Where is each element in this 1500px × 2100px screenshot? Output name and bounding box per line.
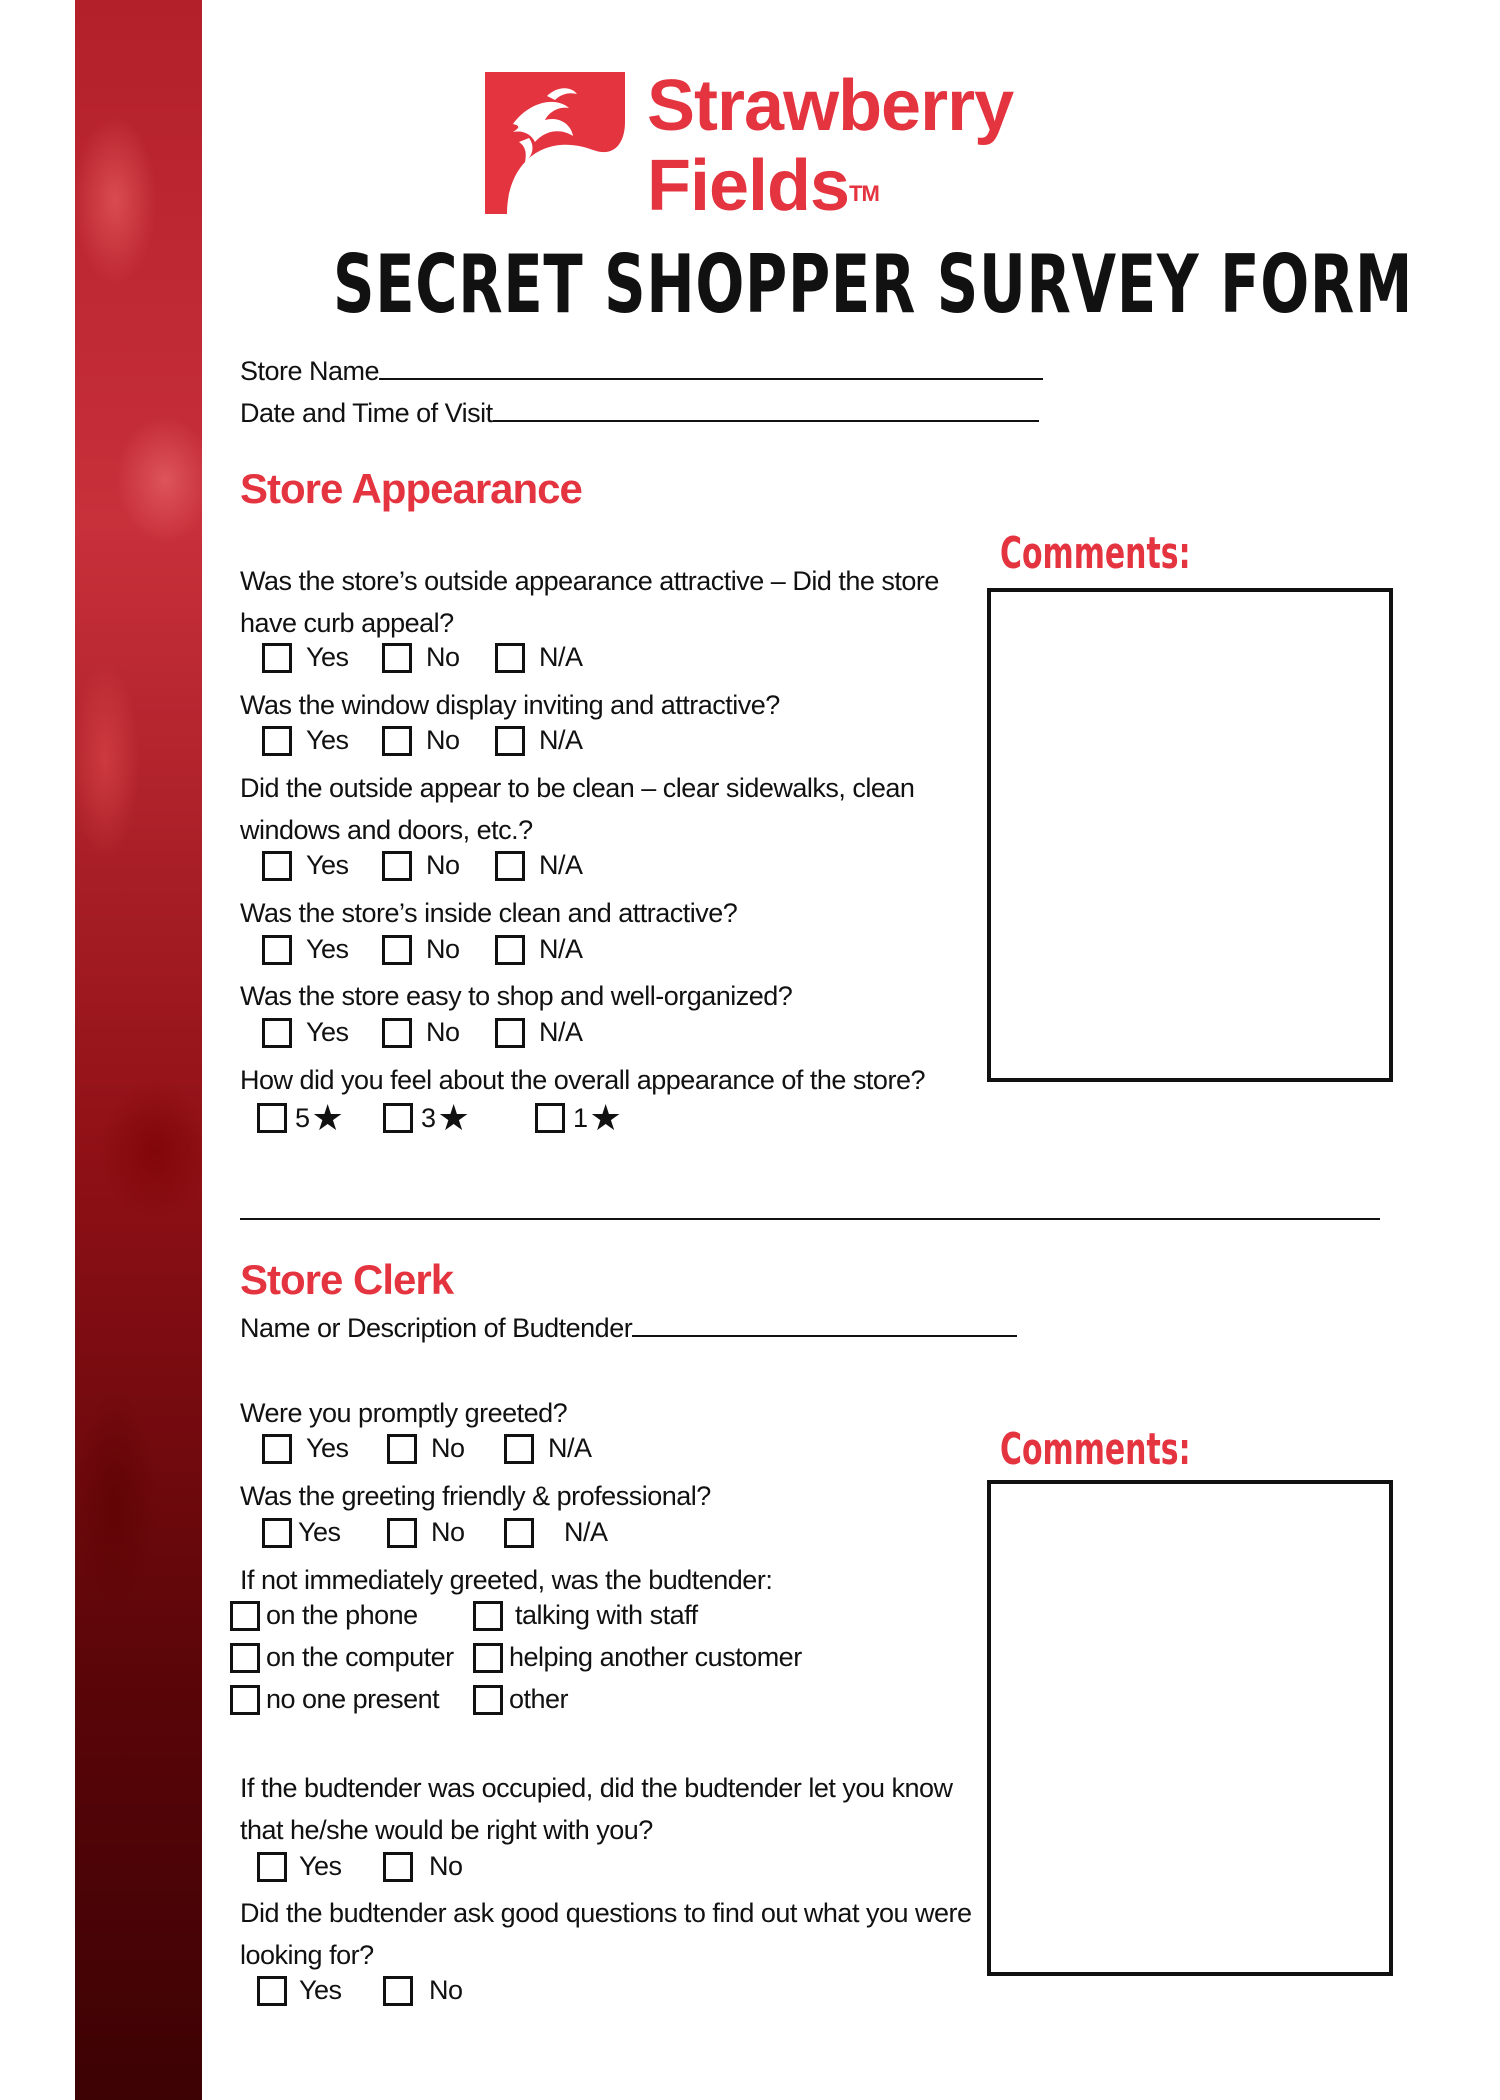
option-yes[interactable]: Yes (262, 850, 349, 881)
brand-logo (485, 66, 1045, 226)
question-good-questions: Did the budtender ask good questions to find out what you were looking for? (240, 1898, 972, 1970)
date-time-field[interactable] (240, 398, 1039, 429)
star-icon: ★ (437, 1097, 470, 1138)
checkbox[interactable] (230, 1643, 260, 1673)
checkbox[interactable] (504, 1518, 534, 1548)
option-no[interactable]: No (387, 1433, 465, 1464)
comments-box-appearance[interactable] (987, 588, 1393, 1082)
checkbox[interactable] (262, 643, 292, 673)
star-icon: ★ (589, 1097, 622, 1138)
option-na[interactable]: N/A (504, 1517, 608, 1548)
option-no[interactable]: No (382, 1017, 460, 1048)
checkbox[interactable] (473, 1685, 503, 1715)
strawberry-flame-icon (485, 72, 625, 214)
trademark-symbol: TM (849, 181, 879, 206)
checkbox[interactable] (382, 851, 412, 881)
checkbox[interactable] (387, 1518, 417, 1548)
option-no[interactable]: No (383, 1975, 463, 2006)
question-budtender-status: If not immediately greeted, was the budtender: (240, 1565, 773, 1595)
option-yes[interactable]: Yes (262, 934, 349, 965)
budtender-label: Name or Description of Budtender (240, 1313, 633, 1343)
checkbox[interactable] (473, 1643, 503, 1673)
option-yes[interactable]: Yes (262, 725, 349, 756)
question-budtender-acknowledged: If the budtender was occupied, did the budtender let you know that he/she would be right with you? (240, 1773, 953, 1845)
option-yes[interactable]: Yes (257, 1851, 342, 1882)
section-title-store-appearance: Store Appearance (240, 465, 582, 512)
checkbox[interactable] (382, 1018, 412, 1048)
comments-label-appearance: Comments: (1000, 528, 1191, 579)
checkbox[interactable] (382, 726, 412, 756)
budtender-line[interactable] (632, 1313, 1017, 1337)
rating-5-stars[interactable]: 5 ★ (257, 1100, 343, 1136)
checkbox[interactable] (262, 935, 292, 965)
brand-name-line2: Fields (647, 146, 850, 226)
question-easy-to-shop: Was the store easy to shop and well-organized? (240, 981, 793, 1011)
checkbox[interactable] (387, 1434, 417, 1464)
checkbox[interactable] (504, 1434, 534, 1464)
option-yes[interactable]: Yes (262, 1517, 341, 1548)
question-overall-appearance: How did you feel about the overall appearance of the store? (240, 1065, 925, 1095)
option-no[interactable]: No (383, 1851, 463, 1882)
brand-name-line1: Strawberry (647, 66, 1014, 146)
choice-helping-another-customer[interactable]: helping another customer (473, 1642, 802, 1673)
checkbox[interactable] (383, 1852, 413, 1882)
choice-no-one-present[interactable]: no one present (230, 1684, 439, 1715)
store-name-field[interactable] (240, 356, 1043, 387)
checkbox[interactable] (262, 1434, 292, 1464)
option-no[interactable]: No (382, 725, 460, 756)
comments-box-clerk[interactable] (987, 1480, 1393, 1976)
checkbox[interactable] (257, 1103, 287, 1133)
checkbox[interactable] (230, 1601, 260, 1631)
date-time-line[interactable] (493, 398, 1039, 422)
date-time-label: Date and Time of Visit (240, 398, 493, 428)
option-no[interactable]: No (382, 850, 460, 881)
checkbox[interactable] (262, 851, 292, 881)
rating-1-star[interactable]: 1 ★ (535, 1100, 621, 1136)
checkbox[interactable] (495, 851, 525, 881)
question-inside-clean: Was the store’s inside clean and attractive? (240, 898, 738, 928)
checkbox[interactable] (257, 1976, 287, 2006)
choice-talking-with-staff[interactable]: talking with staff (473, 1600, 698, 1631)
store-name-line[interactable] (379, 356, 1043, 380)
option-no[interactable]: No (387, 1517, 465, 1548)
option-yes[interactable]: Yes (262, 1017, 349, 1048)
rating-3-stars[interactable]: 3 ★ (383, 1100, 469, 1136)
checkbox[interactable] (495, 726, 525, 756)
question-greeting-friendly: Was the greeting friendly & professional? (240, 1481, 711, 1511)
checkbox[interactable] (230, 1685, 260, 1715)
choice-on-the-computer[interactable]: on the computer (230, 1642, 454, 1673)
option-na[interactable]: N/A (504, 1433, 592, 1464)
option-na[interactable]: N/A (495, 642, 583, 673)
choice-on-the-phone[interactable]: on the phone (230, 1600, 418, 1631)
question-curb-appeal: Was the store’s outside appearance attractive – Did the store have curb appeal? (240, 566, 939, 638)
checkbox[interactable] (262, 1018, 292, 1048)
option-na[interactable]: N/A (495, 850, 583, 881)
section-title-store-clerk: Store Clerk (240, 1256, 454, 1303)
checkbox[interactable] (257, 1852, 287, 1882)
option-na[interactable]: N/A (495, 934, 583, 965)
brand-name (647, 66, 1067, 226)
decorative-side-band (75, 0, 202, 2100)
checkbox[interactable] (383, 1976, 413, 2006)
checkbox[interactable] (382, 935, 412, 965)
option-no[interactable]: No (382, 934, 460, 965)
question-promptly-greeted: Were you promptly greeted? (240, 1398, 568, 1428)
option-yes[interactable]: Yes (262, 642, 349, 673)
checkbox[interactable] (495, 1018, 525, 1048)
checkbox[interactable] (262, 1518, 292, 1548)
checkbox[interactable] (495, 643, 525, 673)
comments-label-clerk: Comments: (1000, 1424, 1191, 1475)
option-yes[interactable]: Yes (257, 1975, 342, 2006)
question-outside-clean: Did the outside appear to be clean – clear sidewalks, clean windows and doors, etc.? (240, 773, 915, 845)
option-no[interactable]: No (382, 642, 460, 673)
option-yes[interactable]: Yes (262, 1433, 349, 1464)
star-icon: ★ (311, 1097, 344, 1138)
budtender-field[interactable] (240, 1313, 1017, 1344)
checkbox[interactable] (535, 1103, 565, 1133)
page-title: SECRET SHOPPER SURVEY FORM (333, 238, 1413, 331)
checkbox[interactable] (383, 1103, 413, 1133)
checkbox[interactable] (262, 726, 292, 756)
checkbox[interactable] (382, 643, 412, 673)
choice-other[interactable]: other (473, 1684, 568, 1715)
option-na[interactable]: N/A (495, 725, 583, 756)
checkbox[interactable] (495, 935, 525, 965)
checkbox[interactable] (473, 1601, 503, 1631)
option-na[interactable]: N/A (495, 1017, 583, 1048)
question-window-display: Was the window display inviting and attractive? (240, 690, 780, 720)
store-name-label: Store Name (240, 356, 380, 386)
section-divider (240, 1218, 1380, 1220)
